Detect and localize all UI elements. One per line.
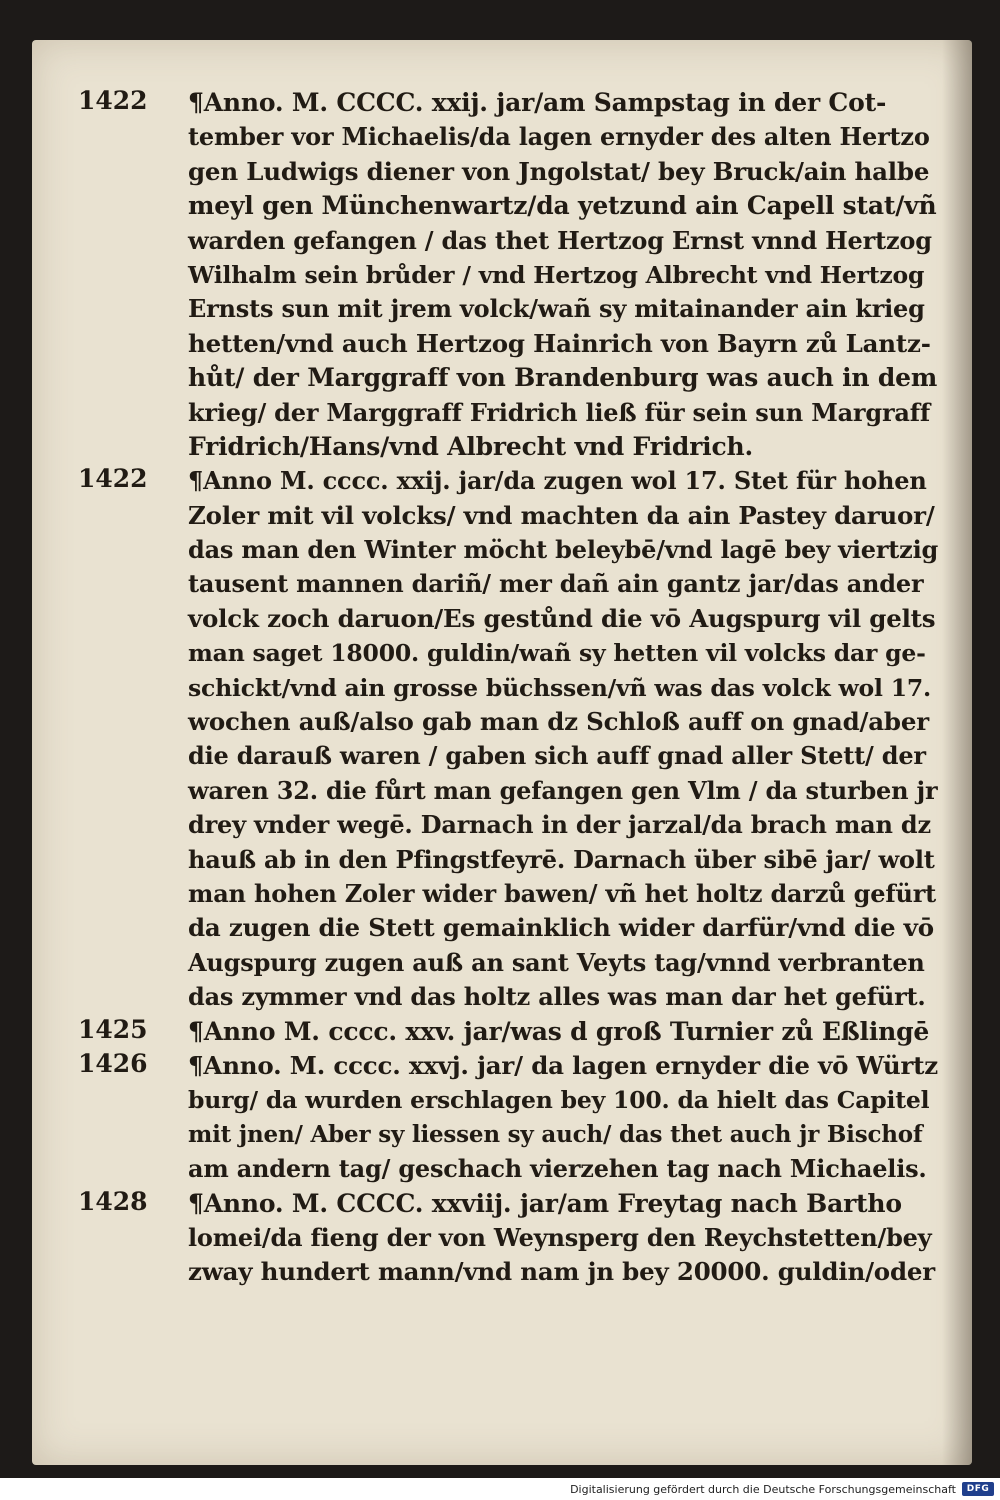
text-line: warden gefangen / das thet Hertzog Ernst vnnd Hertzog (188, 225, 932, 255)
chronicle-entry (78, 464, 938, 1014)
chronicle-entry (78, 86, 938, 464)
text-line: hůt/ der Marggraff von Brandenburg was auch in dem (188, 363, 938, 393)
digitization-footer (0, 1478, 1000, 1500)
text-line: burg/ da wurden erschlagen bey 100. da hielt das Capitel (188, 1086, 930, 1115)
text-line: ¶Anno. M. CCCC. xxviij. jar/am Freytag nach Bartho (188, 1188, 902, 1218)
text-line: lomei/da fieng der von Weynsperg den Reychstetten/bey (188, 1222, 932, 1252)
text-line: da zugen die Stett gemainklich wider darfür/vnd die vō (188, 913, 934, 943)
year-margin-note: 1428 (78, 1186, 148, 1216)
text-line: ¶Anno. M. cccc. xxvj. jar/ da lagen ernyder die vō Würtz (188, 1050, 939, 1080)
footer-credit: Digitalisierung gefördert durch die Deutsche Forschungsgemeinschaft (570, 1483, 956, 1496)
text-line: mit jnen/ Aber sy liessen sy auch/ das thet auch jr Bischof (188, 1120, 923, 1148)
text-line: man hohen Zoler wider bawen/ vñ het holtz darzů gefürt (188, 878, 937, 908)
text-line: krieg/ der Marggraff Fridrich ließ für sein sun Margraff (188, 397, 930, 427)
text-line: schickt/vnd ain grosse büchssen/vñ was das volck wol 17. (188, 673, 932, 702)
year-margin-note: 1422 (78, 464, 148, 494)
text-line: das man den Winter möcht beleybē/vnd lagē bey viertzig (188, 535, 939, 565)
text-line: ¶Anno M. cccc. xxv. jar/was d groß Turnier zů Eßlingē (188, 1016, 930, 1046)
chronicle-entry (78, 1015, 938, 1049)
year-margin-note: 1425 (78, 1014, 148, 1044)
text-line: wochen auß/also gab man dz Schloß auff on gnad/aber (188, 707, 929, 737)
text-line: Augspurg zugen auß an sant Veyts tag/vnnd verbranten (188, 947, 925, 977)
page-text (78, 86, 938, 1290)
text-line: Fridrich/Hans/vnd Albrecht vnd Fridrich. (188, 431, 753, 461)
text-line: Wilhalm sein brůder / vnd Hertzog Albrecht vnd Hertzog (188, 260, 925, 289)
text-line: hetten/vnd auch Hertzog Hainrich von Bayrn zů Lantz- (188, 328, 931, 358)
text-line: tember vor Michaelis/da lagen ernyder des alten Hertzo (188, 122, 930, 152)
text-line: die darauß waren / gaben sich auff gnad aller Stett/ der (188, 741, 926, 771)
text-line: hauß ab in den Pfingstfeyrē. Darnach über sibē jar/ wolt (188, 844, 935, 874)
page-gutter-shadow (942, 40, 972, 1465)
text-line: meyl gen Münchenwartz/da yetzund ain Capell stat/vñ (188, 191, 937, 221)
text-line: das zymmer vnd das holtz alles was man dar het gefürt. (188, 982, 926, 1012)
dfg-logo: DFG (962, 1482, 994, 1496)
text-line: Zoler mit vil volcks/ vnd machten da ain Pastey daruor/ (188, 500, 935, 530)
text-line: volck zoch daruon/Es gestůnd die vō Augspurg vil gelts (188, 603, 936, 633)
text-line: tausent mannen dariñ/ mer dañ ain gantz jar/das ander (188, 569, 924, 599)
chronicle-entry (78, 1187, 938, 1290)
text-line: gen Ludwigs diener von Jngolstat/ bey Bruck/ain halbe (188, 156, 930, 186)
text-line: ¶Anno. M. CCCC. xxij. jar/am Sampstag in der Cot- (188, 88, 887, 117)
text-line: ¶Anno M. cccc. xxij. jar/da zugen wol 17. Stet für hohen (188, 466, 927, 496)
text-line: Ernsts sun mit jrem volck/wañ sy mitainander ain krieg (188, 294, 925, 324)
text-line: man saget 18000. guldin/wañ sy hetten vil volcks dar ge- (188, 639, 926, 668)
text-line: waren 32. die fůrt man gefangen gen Vlm / da sturben jr (188, 775, 938, 805)
text-line: drey vnder wegē. Darnach in der jarzal/da brach man dz (188, 810, 931, 840)
chronicle-entry (78, 1049, 938, 1187)
year-margin-note: 1422 (78, 86, 148, 115)
text-line: zway hundert mann/vnd nam jn bey 20000. guldin/oder (188, 1257, 935, 1287)
year-margin-note: 1426 (78, 1048, 148, 1078)
text-line: am andern tag/ geschach vierzehen tag nach Michaelis. (188, 1154, 927, 1184)
